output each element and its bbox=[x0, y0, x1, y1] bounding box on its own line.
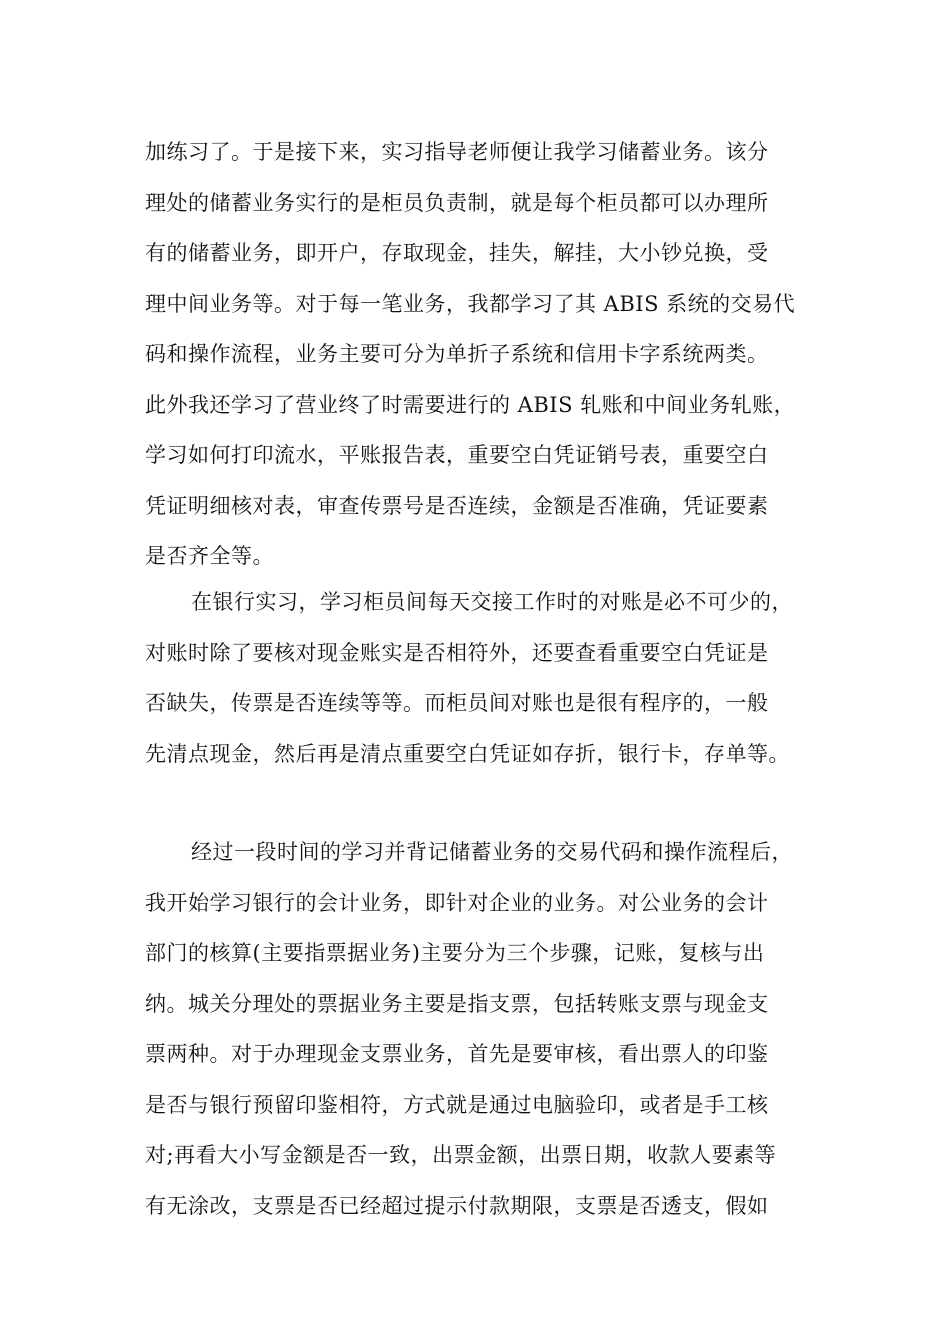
text-line: 理中间业务等。对于每一笔业务，我都学习了其 ABIS 系统的交易代 bbox=[145, 291, 796, 316]
text-line: 此外我还学习了营业终了时需要进行的 ABIS 轧账和中间业务轧账， bbox=[145, 392, 796, 417]
text-line: 我开始学习银行的会计业务，即针对企业的业务。对公业务的会计 bbox=[145, 890, 769, 915]
text-line: 部门的核算(主要指票据业务)主要分为三个步骤，记账，复核与出 bbox=[145, 941, 765, 965]
text-line: 理处的储蓄业务实行的是柜员负责制，就是每个柜员都可以办理所 bbox=[145, 190, 769, 215]
paragraph-teller-reconciliation bbox=[145, 577, 815, 779]
text-line: 对;再看大小写金额是否一致，出票金额，出票日期，收款人要素等 bbox=[145, 1143, 777, 1167]
text-line: 对账时除了要核对现金账实是否相符外，还要查看重要空白凭证是 bbox=[145, 640, 769, 665]
text-line: 有无涂改，支票是否已经超过提示付款期限，支票是否透支，假如 bbox=[145, 1193, 769, 1218]
text-line: 是否齐全等。 bbox=[145, 544, 274, 568]
text-line: 票两种。对于办理现金支票业务，首先是要审核，看出票人的印鉴 bbox=[145, 1042, 769, 1066]
text-line: 在银行实习，学习柜员间每天交接工作时的对账是必不可少的， bbox=[191, 590, 793, 614]
text-line: 码和操作流程，业务主要可分为单折子系统和信用卡字系统两类。 bbox=[145, 342, 769, 366]
text-line: 否缺失，传票是否连续等等。而柜员间对账也是很有程序的，一般 bbox=[145, 691, 769, 715]
text-line: 加练习了。于是接下来，实习指导老师便让我学习储蓄业务。该分 bbox=[145, 140, 769, 164]
text-line: 先清点现金，然后再是清点重要空白凭证如存折，银行卡，存单等。 bbox=[145, 741, 790, 766]
paragraph-accounting-business bbox=[145, 827, 815, 1231]
text-line: 凭证明细核对表，审查传票号是否连续，金额是否准确，凭证要素 bbox=[145, 493, 769, 518]
paragraph-savings-business bbox=[145, 127, 815, 582]
text-line: 学习如何打印流水，平账报告表，重要空白凭证销号表，重要空白 bbox=[145, 443, 769, 467]
text-line: 有的储蓄业务，即开户，存取现金，挂失，解挂，大小钞兑换，受 bbox=[145, 241, 769, 265]
text-line: 是否与银行预留印鉴相符，方式就是通过电脑验印，或者是手工核 bbox=[145, 1092, 769, 1117]
text-line: 纳。城关分理处的票据业务主要是指支票，包括转账支票与现金支 bbox=[145, 991, 769, 1016]
text-line: 经过一段时间的学习并背记储蓄业务的交易代码和操作流程后， bbox=[191, 840, 793, 864]
